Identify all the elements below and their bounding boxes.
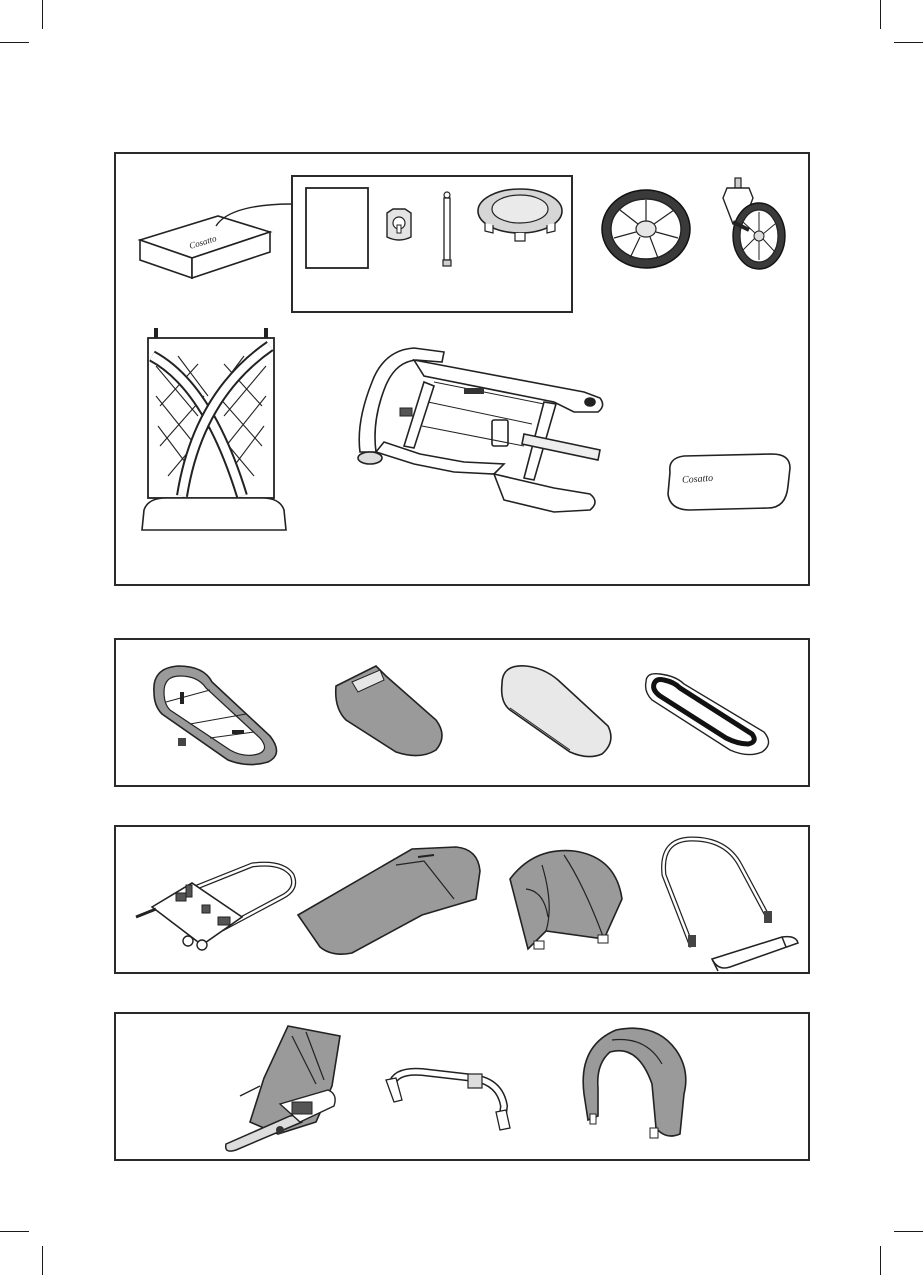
crop-mark (0, 42, 29, 43)
carrycot-base-frame-illustration (132, 857, 302, 957)
crop-mark (880, 1246, 881, 1275)
callout-line (216, 202, 296, 232)
panel-seat-unit-parts (114, 1012, 810, 1161)
carrycot-mattress-illustration (496, 662, 616, 762)
carrycot-handle-illustration (652, 835, 802, 973)
crop-mark (880, 0, 881, 29)
shopping-basket-illustration (138, 326, 290, 532)
seat-hood-illustration (576, 1024, 690, 1146)
chassis-frame-illustration (354, 342, 612, 524)
panel-main-parts (114, 152, 810, 586)
brand-logo-text: Cosatto (681, 472, 714, 486)
seat-pad-illustration (664, 450, 794, 512)
carrycot-hood-illustration (504, 845, 628, 955)
front-swivel-wheel-illustration (713, 176, 789, 272)
wheel-cap-illustration (475, 185, 565, 247)
rear-wheel-illustration (600, 188, 692, 270)
crop-mark (894, 42, 923, 43)
carrycot-liner-illustration (640, 670, 776, 758)
crop-mark (42, 0, 43, 29)
adapter-clip-illustration (383, 207, 415, 243)
bumper-bar-illustration (382, 1062, 514, 1134)
brand-logo-text: Cosatto (187, 233, 218, 251)
seat-unit-illustration (220, 1022, 350, 1156)
crop-mark (0, 1231, 29, 1232)
crop-mark (894, 1231, 923, 1232)
instruction-manual-illustration (305, 187, 369, 269)
cosy-toes-apron-illustration (292, 845, 486, 957)
panel-carrycot-parts (114, 638, 810, 787)
panel-carrycot-accessories (114, 825, 810, 974)
box-contents-frame (291, 175, 573, 313)
carrycot-apron-illustration (332, 664, 446, 760)
carrycot-shell-illustration (150, 662, 284, 768)
crop-mark (42, 1246, 43, 1275)
axle-pin-illustration (441, 191, 453, 269)
